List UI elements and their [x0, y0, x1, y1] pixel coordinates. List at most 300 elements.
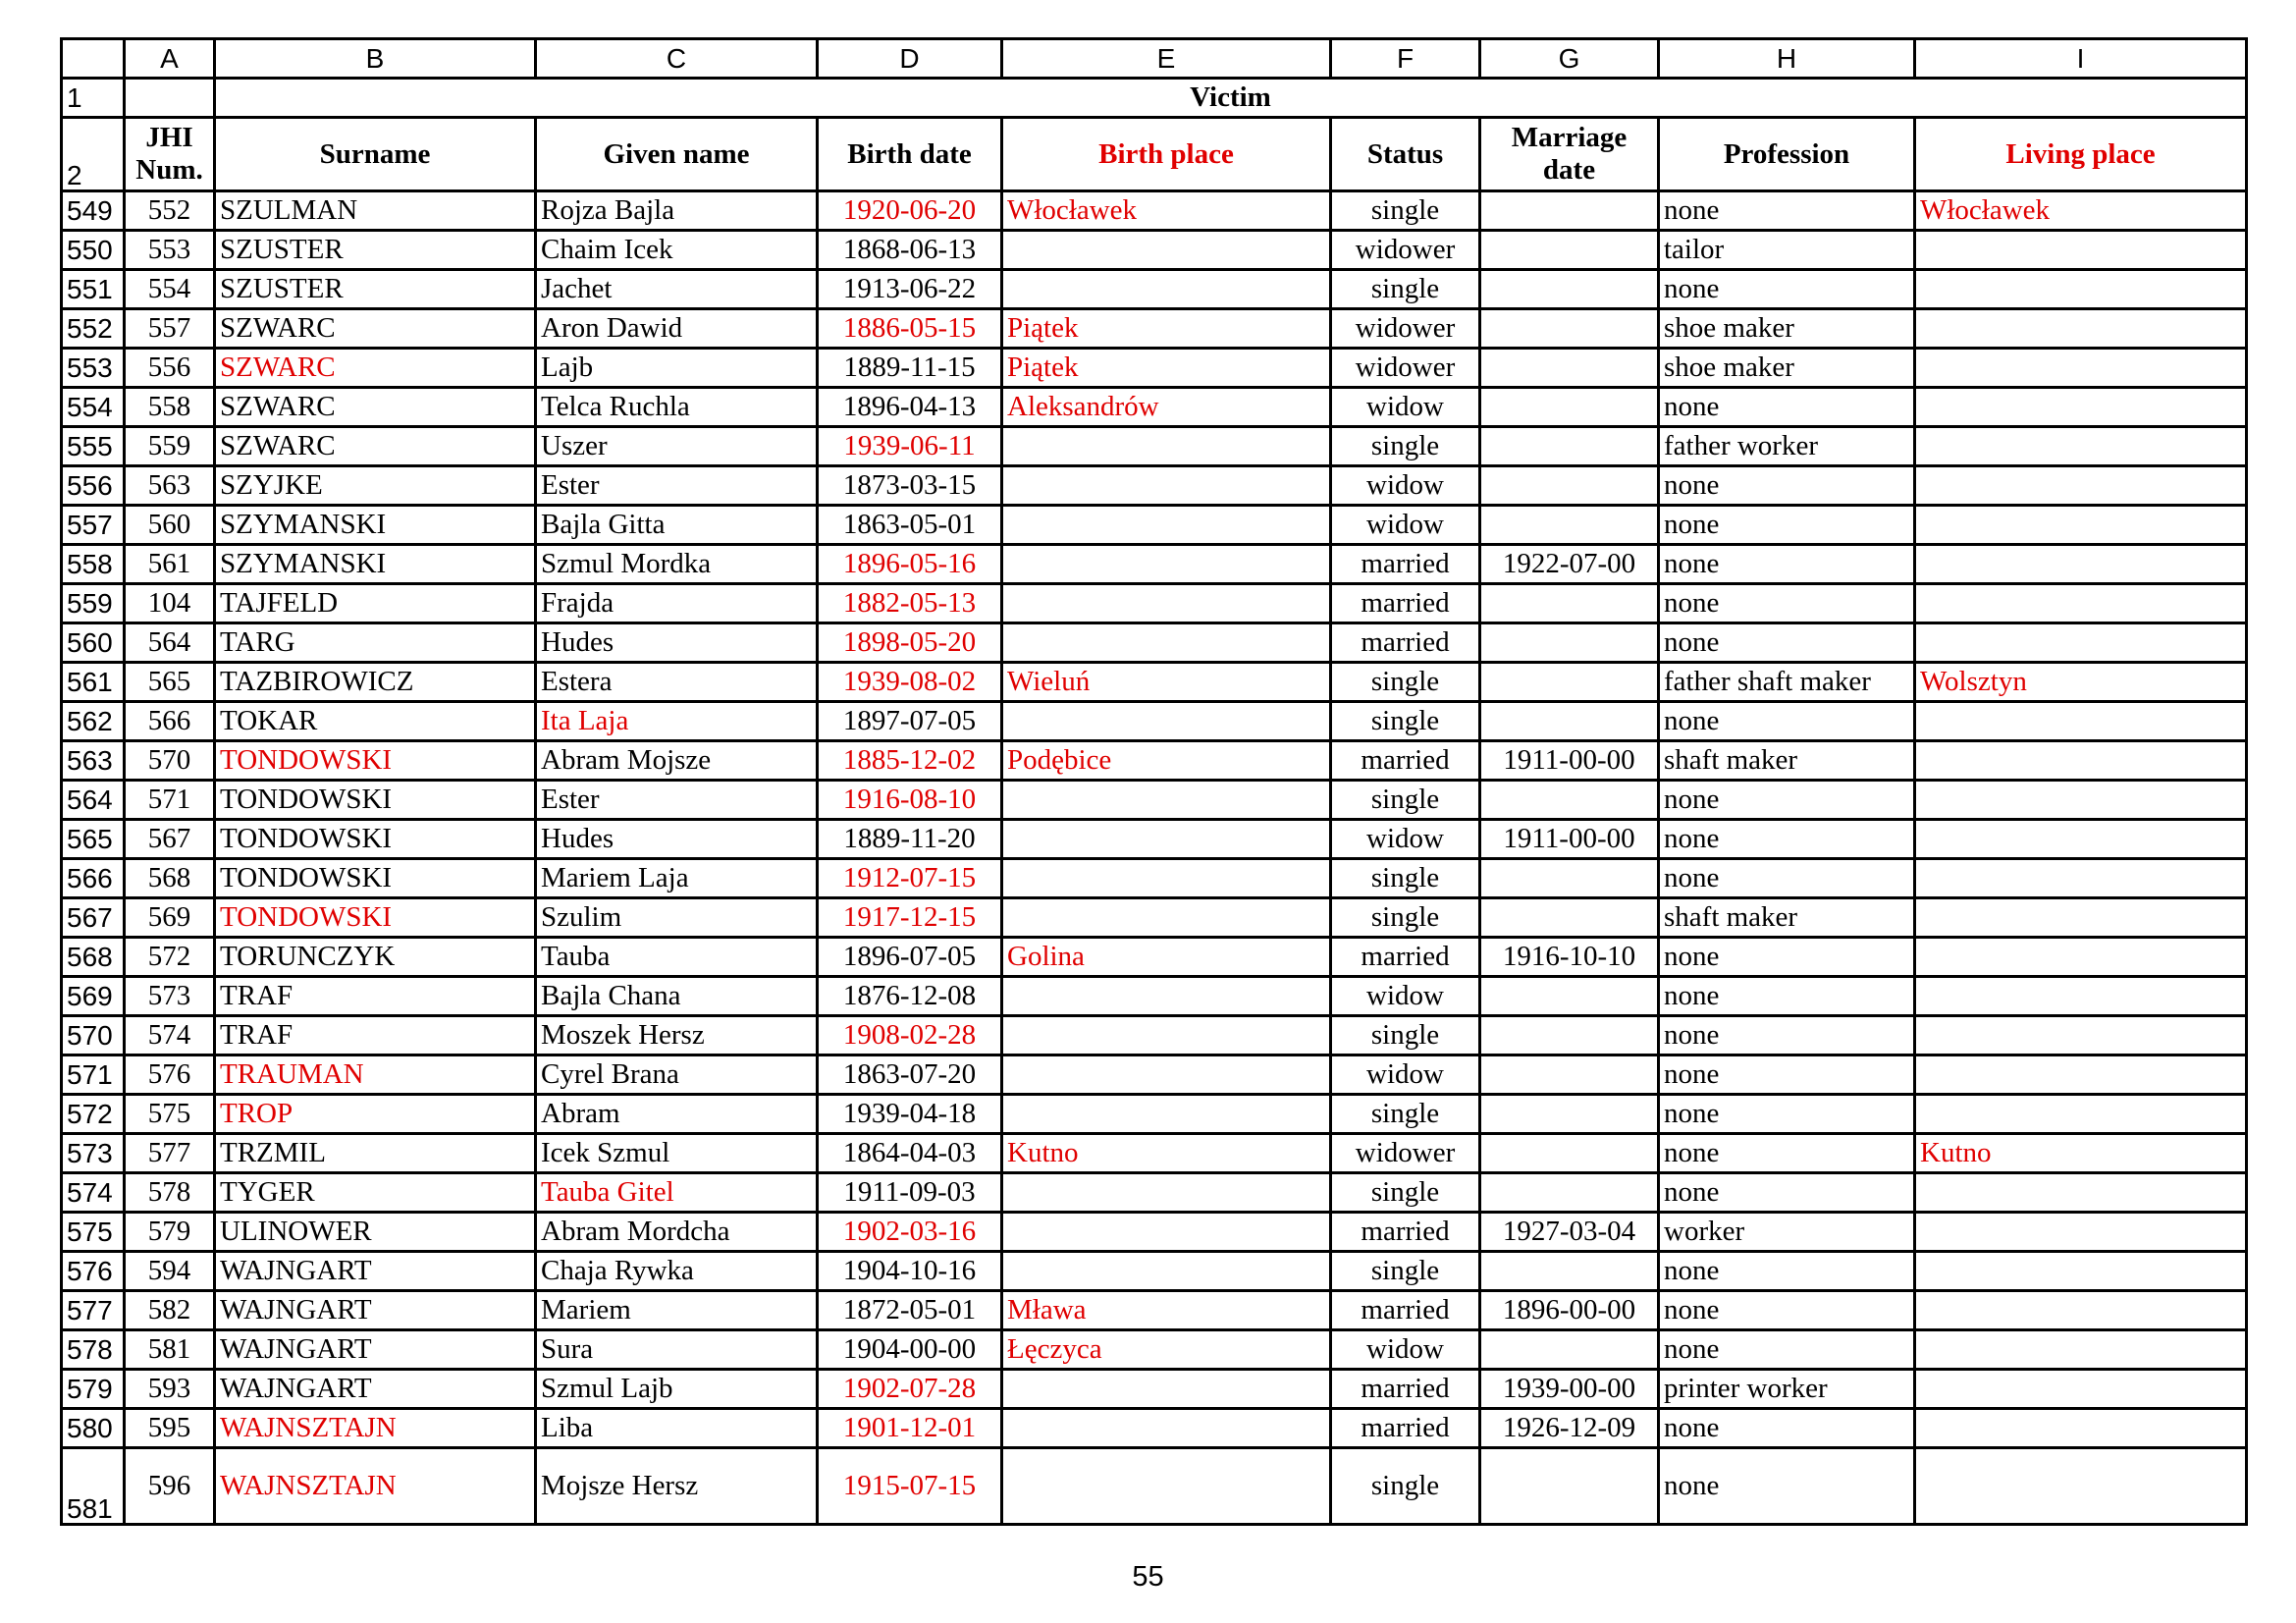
living-place-cell[interactable] — [1915, 1448, 2247, 1525]
birth-place-cell[interactable] — [1002, 1173, 1331, 1213]
surname-cell[interactable]: ULINOWER — [215, 1213, 536, 1252]
birth-place-cell[interactable] — [1002, 820, 1331, 859]
surname-cell[interactable]: TAJFELD — [215, 584, 536, 623]
row-number[interactable]: 554 — [62, 388, 125, 427]
jhi-num-cell[interactable]: 578 — [125, 1173, 215, 1213]
birth-date-cell[interactable]: 1873-03-15 — [818, 466, 1002, 506]
jhi-num-cell[interactable]: 581 — [125, 1330, 215, 1370]
profession-cell[interactable]: none — [1659, 1016, 1915, 1055]
living-place-cell[interactable] — [1915, 1330, 2247, 1370]
marriage-date-cell[interactable] — [1480, 977, 1659, 1016]
status-cell[interactable]: widow — [1331, 820, 1480, 859]
jhi-num-cell[interactable]: 564 — [125, 623, 215, 663]
surname-cell[interactable]: TYGER — [215, 1173, 536, 1213]
surname-cell[interactable]: WAJNGART — [215, 1291, 536, 1330]
birth-place-cell[interactable] — [1002, 1055, 1331, 1095]
surname-cell[interactable]: SZYJKE — [215, 466, 536, 506]
birth-place-cell[interactable] — [1002, 1213, 1331, 1252]
surname-cell[interactable]: TORUNCZYK — [215, 938, 536, 977]
living-place-cell[interactable] — [1915, 1055, 2247, 1095]
living-place-cell[interactable] — [1915, 506, 2247, 545]
row-number[interactable]: 575 — [62, 1213, 125, 1252]
row-number[interactable]: 1 — [62, 79, 125, 118]
status-cell[interactable]: single — [1331, 702, 1480, 741]
birth-date-cell[interactable]: 1882-05-13 — [818, 584, 1002, 623]
status-cell[interactable]: single — [1331, 1252, 1480, 1291]
living-place-cell[interactable]: Włocławek — [1915, 191, 2247, 231]
surname-cell[interactable]: WAJNGART — [215, 1330, 536, 1370]
jhi-num-cell[interactable]: 565 — [125, 663, 215, 702]
column-letter[interactable]: E — [1002, 39, 1331, 79]
column-letter[interactable] — [62, 39, 125, 79]
living-place-cell[interactable] — [1915, 466, 2247, 506]
marriage-date-cell[interactable] — [1480, 191, 1659, 231]
jhi-num-cell[interactable]: 594 — [125, 1252, 215, 1291]
profession-cell[interactable]: none — [1659, 1330, 1915, 1370]
profession-cell[interactable]: none — [1659, 270, 1915, 309]
birth-place-cell[interactable] — [1002, 898, 1331, 938]
empty-cell[interactable] — [125, 79, 215, 118]
given-name-cell[interactable]: Mariem Laja — [536, 859, 818, 898]
birth-date-cell[interactable]: 1885-12-02 — [818, 741, 1002, 781]
birth-place-cell[interactable] — [1002, 1409, 1331, 1448]
column-letter[interactable]: G — [1480, 39, 1659, 79]
profession-cell[interactable]: none — [1659, 1055, 1915, 1095]
status-cell[interactable]: single — [1331, 427, 1480, 466]
given-name-cell[interactable]: Telca Ruchla — [536, 388, 818, 427]
column-letter[interactable]: B — [215, 39, 536, 79]
surname-cell[interactable]: TOKAR — [215, 702, 536, 741]
marriage-date-cell[interactable] — [1480, 1055, 1659, 1095]
birth-date-cell[interactable]: 1863-07-20 — [818, 1055, 1002, 1095]
birth-date-cell[interactable]: 1912-07-15 — [818, 859, 1002, 898]
status-cell[interactable]: widow — [1331, 1055, 1480, 1095]
surname-cell[interactable]: SZWARC — [215, 427, 536, 466]
living-place-cell[interactable] — [1915, 741, 2247, 781]
given-name-cell[interactable]: Ita Laja — [536, 702, 818, 741]
profession-cell[interactable]: none — [1659, 1095, 1915, 1134]
status-cell[interactable]: widower — [1331, 231, 1480, 270]
birth-place-cell[interactable] — [1002, 1370, 1331, 1409]
birth-place-cell[interactable] — [1002, 466, 1331, 506]
row-number[interactable]: 560 — [62, 623, 125, 663]
status-cell[interactable]: single — [1331, 898, 1480, 938]
status-cell[interactable]: married — [1331, 623, 1480, 663]
jhi-num-cell[interactable]: 557 — [125, 309, 215, 349]
profession-cell[interactable]: none — [1659, 859, 1915, 898]
marriage-date-cell[interactable] — [1480, 1330, 1659, 1370]
profession-cell[interactable]: none — [1659, 1291, 1915, 1330]
status-cell[interactable]: married — [1331, 1409, 1480, 1448]
surname-cell[interactable]: SZWARC — [215, 309, 536, 349]
jhi-num-cell[interactable]: 559 — [125, 427, 215, 466]
birth-date-cell[interactable]: 1886-05-15 — [818, 309, 1002, 349]
jhi-num-cell[interactable]: 560 — [125, 506, 215, 545]
profession-cell[interactable]: shaft maker — [1659, 898, 1915, 938]
given-name-cell[interactable]: Abram Mordcha — [536, 1213, 818, 1252]
marriage-date-cell[interactable] — [1480, 506, 1659, 545]
row-number[interactable]: 577 — [62, 1291, 125, 1330]
marriage-date-cell[interactable] — [1480, 231, 1659, 270]
marriage-date-cell[interactable]: 1896-00-00 — [1480, 1291, 1659, 1330]
status-cell[interactable]: single — [1331, 781, 1480, 820]
marriage-date-cell[interactable] — [1480, 309, 1659, 349]
column-letter[interactable]: I — [1915, 39, 2247, 79]
given-name-cell[interactable]: Abram Mojsze — [536, 741, 818, 781]
given-name-cell[interactable]: Mariem — [536, 1291, 818, 1330]
birth-place-cell[interactable] — [1002, 427, 1331, 466]
living-place-cell[interactable] — [1915, 898, 2247, 938]
living-place-cell[interactable] — [1915, 1370, 2247, 1409]
birth-date-cell[interactable]: 1939-04-18 — [818, 1095, 1002, 1134]
profession-cell[interactable]: none — [1659, 1134, 1915, 1173]
living-place-cell[interactable]: Wolsztyn — [1915, 663, 2247, 702]
marriage-date-cell[interactable] — [1480, 1095, 1659, 1134]
row-number[interactable]: 573 — [62, 1134, 125, 1173]
marriage-date-cell[interactable] — [1480, 663, 1659, 702]
birth-place-cell[interactable]: Aleksandrów — [1002, 388, 1331, 427]
status-cell[interactable]: married — [1331, 1213, 1480, 1252]
surname-cell[interactable]: WAJNSZTAJN — [215, 1448, 536, 1525]
birth-date-cell[interactable]: 1896-04-13 — [818, 388, 1002, 427]
status-cell[interactable]: single — [1331, 1016, 1480, 1055]
surname-cell[interactable]: SZWARC — [215, 349, 536, 388]
row-number[interactable]: 579 — [62, 1370, 125, 1409]
marriage-date-cell[interactable] — [1480, 859, 1659, 898]
birth-date-cell[interactable]: 1939-06-11 — [818, 427, 1002, 466]
jhi-num-cell[interactable]: 556 — [125, 349, 215, 388]
profession-cell[interactable]: printer worker — [1659, 1370, 1915, 1409]
surname-cell[interactable]: SZWARC — [215, 388, 536, 427]
living-place-cell[interactable] — [1915, 1213, 2247, 1252]
birth-date-cell[interactable]: 1897-07-05 — [818, 702, 1002, 741]
marriage-date-cell[interactable]: 1916-10-10 — [1480, 938, 1659, 977]
profession-cell[interactable]: worker — [1659, 1213, 1915, 1252]
living-place-cell[interactable] — [1915, 270, 2247, 309]
birth-date-cell[interactable]: 1898-05-20 — [818, 623, 1002, 663]
column-letter[interactable]: D — [818, 39, 1002, 79]
row-number[interactable]: 567 — [62, 898, 125, 938]
living-place-cell[interactable] — [1915, 1291, 2247, 1330]
column-letter[interactable]: A — [125, 39, 215, 79]
given-name-cell[interactable]: Ester — [536, 466, 818, 506]
jhi-num-cell[interactable]: 554 — [125, 270, 215, 309]
birth-place-cell[interactable] — [1002, 270, 1331, 309]
birth-place-cell[interactable] — [1002, 231, 1331, 270]
status-cell[interactable]: widow — [1331, 388, 1480, 427]
profession-cell[interactable]: none — [1659, 1448, 1915, 1525]
profession-cell[interactable]: shoe maker — [1659, 309, 1915, 349]
living-place-cell[interactable] — [1915, 309, 2247, 349]
surname-cell[interactable]: SZUSTER — [215, 270, 536, 309]
jhi-num-cell[interactable]: 567 — [125, 820, 215, 859]
surname-cell[interactable]: TARG — [215, 623, 536, 663]
status-cell[interactable]: widower — [1331, 349, 1480, 388]
status-cell[interactable]: single — [1331, 270, 1480, 309]
jhi-num-cell[interactable]: 569 — [125, 898, 215, 938]
birth-date-cell[interactable]: 1902-07-28 — [818, 1370, 1002, 1409]
marriage-date-cell[interactable] — [1480, 388, 1659, 427]
profession-cell[interactable]: none — [1659, 781, 1915, 820]
given-name-cell[interactable]: Szmul Lajb — [536, 1370, 818, 1409]
birth-place-cell[interactable] — [1002, 545, 1331, 584]
given-name-cell[interactable]: Uszer — [536, 427, 818, 466]
marriage-date-cell[interactable] — [1480, 1252, 1659, 1291]
birth-date-cell[interactable]: 1889-11-20 — [818, 820, 1002, 859]
row-number[interactable]: 551 — [62, 270, 125, 309]
status-cell[interactable]: married — [1331, 938, 1480, 977]
jhi-num-cell[interactable]: 572 — [125, 938, 215, 977]
row-number[interactable]: 563 — [62, 741, 125, 781]
profession-cell[interactable]: none — [1659, 1173, 1915, 1213]
given-name-cell[interactable]: Bajla Chana — [536, 977, 818, 1016]
status-cell[interactable]: single — [1331, 859, 1480, 898]
row-number[interactable]: 2 — [62, 118, 125, 191]
surname-cell[interactable]: TRAF — [215, 1016, 536, 1055]
marriage-date-cell[interactable] — [1480, 1016, 1659, 1055]
row-number[interactable]: 574 — [62, 1173, 125, 1213]
column-letter[interactable]: F — [1331, 39, 1480, 79]
jhi-num-cell[interactable]: 563 — [125, 466, 215, 506]
profession-cell[interactable]: none — [1659, 388, 1915, 427]
profession-cell[interactable]: father shaft maker — [1659, 663, 1915, 702]
row-number[interactable]: 557 — [62, 506, 125, 545]
surname-cell[interactable]: WAJNSZTAJN — [215, 1409, 536, 1448]
birth-place-cell[interactable] — [1002, 1095, 1331, 1134]
given-name-cell[interactable]: Chaim Icek — [536, 231, 818, 270]
surname-cell[interactable]: WAJNGART — [215, 1370, 536, 1409]
jhi-num-cell[interactable]: 575 — [125, 1095, 215, 1134]
birth-place-cell[interactable]: Wieluń — [1002, 663, 1331, 702]
marriage-date-cell[interactable]: 1926-12-09 — [1480, 1409, 1659, 1448]
marriage-date-cell[interactable] — [1480, 466, 1659, 506]
birth-place-cell[interactable]: Łęczyca — [1002, 1330, 1331, 1370]
jhi-num-cell[interactable]: 593 — [125, 1370, 215, 1409]
given-name-cell[interactable]: Bajla Gitta — [536, 506, 818, 545]
given-name-cell[interactable]: Icek Szmul — [536, 1134, 818, 1173]
column-letter[interactable]: H — [1659, 39, 1915, 79]
column-letter[interactable]: C — [536, 39, 818, 79]
birth-place-cell[interactable]: Mława — [1002, 1291, 1331, 1330]
status-cell[interactable]: married — [1331, 1370, 1480, 1409]
living-place-cell[interactable] — [1915, 231, 2247, 270]
profession-cell[interactable]: father worker — [1659, 427, 1915, 466]
jhi-num-cell[interactable]: 570 — [125, 741, 215, 781]
jhi-num-cell[interactable]: 595 — [125, 1409, 215, 1448]
birth-place-cell[interactable] — [1002, 1016, 1331, 1055]
status-cell[interactable]: widow — [1331, 1330, 1480, 1370]
birth-place-cell[interactable] — [1002, 1448, 1331, 1525]
profession-cell[interactable]: shoe maker — [1659, 349, 1915, 388]
marriage-date-cell[interactable] — [1480, 702, 1659, 741]
given-name-cell[interactable]: Tauba Gitel — [536, 1173, 818, 1213]
row-number[interactable]: 571 — [62, 1055, 125, 1095]
given-name-cell[interactable]: Moszek Hersz — [536, 1016, 818, 1055]
profession-cell[interactable]: none — [1659, 466, 1915, 506]
marriage-date-cell[interactable] — [1480, 270, 1659, 309]
marriage-date-cell[interactable]: 1911-00-00 — [1480, 820, 1659, 859]
marriage-date-cell[interactable] — [1480, 584, 1659, 623]
jhi-num-cell[interactable]: 104 — [125, 584, 215, 623]
marriage-date-cell[interactable] — [1480, 1173, 1659, 1213]
given-name-cell[interactable]: Szulim — [536, 898, 818, 938]
birth-place-cell[interactable]: Podębice — [1002, 741, 1331, 781]
jhi-num-cell[interactable]: 576 — [125, 1055, 215, 1095]
birth-date-cell[interactable]: 1896-05-16 — [818, 545, 1002, 584]
row-number[interactable]: 559 — [62, 584, 125, 623]
profession-cell[interactable]: none — [1659, 623, 1915, 663]
birth-place-cell[interactable] — [1002, 584, 1331, 623]
given-name-cell[interactable]: Szmul Mordka — [536, 545, 818, 584]
birth-place-cell[interactable]: Piątek — [1002, 309, 1331, 349]
row-number[interactable]: 565 — [62, 820, 125, 859]
living-place-cell[interactable] — [1915, 820, 2247, 859]
profession-cell[interactable]: none — [1659, 191, 1915, 231]
surname-cell[interactable]: SZYMANSKI — [215, 545, 536, 584]
profession-cell[interactable]: none — [1659, 506, 1915, 545]
living-place-cell[interactable] — [1915, 702, 2247, 741]
row-number[interactable]: 561 — [62, 663, 125, 702]
jhi-num-cell[interactable]: 571 — [125, 781, 215, 820]
marriage-date-cell[interactable]: 1939-00-00 — [1480, 1370, 1659, 1409]
birth-date-cell[interactable]: 1915-07-15 — [818, 1448, 1002, 1525]
row-number[interactable]: 569 — [62, 977, 125, 1016]
status-cell[interactable]: single — [1331, 663, 1480, 702]
birth-date-cell[interactable]: 1901-12-01 — [818, 1409, 1002, 1448]
profession-cell[interactable]: none — [1659, 820, 1915, 859]
living-place-cell[interactable] — [1915, 1095, 2247, 1134]
row-number[interactable]: 556 — [62, 466, 125, 506]
marriage-date-cell[interactable] — [1480, 781, 1659, 820]
status-cell[interactable]: married — [1331, 741, 1480, 781]
birth-place-cell[interactable]: Kutno — [1002, 1134, 1331, 1173]
profession-cell[interactable]: none — [1659, 1252, 1915, 1291]
given-name-cell[interactable]: Mojsze Hersz — [536, 1448, 818, 1525]
birth-place-cell[interactable]: Golina — [1002, 938, 1331, 977]
row-number[interactable]: 564 — [62, 781, 125, 820]
profession-cell[interactable]: none — [1659, 584, 1915, 623]
row-number[interactable]: 552 — [62, 309, 125, 349]
given-name-cell[interactable]: Hudes — [536, 623, 818, 663]
row-number[interactable]: 549 — [62, 191, 125, 231]
status-cell[interactable]: single — [1331, 1173, 1480, 1213]
birth-place-cell[interactable] — [1002, 506, 1331, 545]
row-number[interactable]: 555 — [62, 427, 125, 466]
living-place-cell[interactable] — [1915, 938, 2247, 977]
row-number[interactable]: 550 — [62, 231, 125, 270]
status-cell[interactable]: married — [1331, 545, 1480, 584]
living-place-cell[interactable] — [1915, 859, 2247, 898]
birth-date-cell[interactable]: 1939-08-02 — [818, 663, 1002, 702]
status-cell[interactable]: single — [1331, 191, 1480, 231]
birth-date-cell[interactable]: 1876-12-08 — [818, 977, 1002, 1016]
surname-cell[interactable]: SZYMANSKI — [215, 506, 536, 545]
surname-cell[interactable]: TRAF — [215, 977, 536, 1016]
jhi-num-cell[interactable]: 568 — [125, 859, 215, 898]
birth-date-cell[interactable]: 1920-06-20 — [818, 191, 1002, 231]
given-name-cell[interactable]: Lajb — [536, 349, 818, 388]
given-name-cell[interactable]: Abram — [536, 1095, 818, 1134]
status-cell[interactable]: single — [1331, 1095, 1480, 1134]
marriage-date-cell[interactable] — [1480, 427, 1659, 466]
surname-cell[interactable]: TONDOWSKI — [215, 859, 536, 898]
birth-date-cell[interactable]: 1917-12-15 — [818, 898, 1002, 938]
surname-cell[interactable]: TRAUMAN — [215, 1055, 536, 1095]
jhi-num-cell[interactable]: 579 — [125, 1213, 215, 1252]
surname-cell[interactable]: TRZMIL — [215, 1134, 536, 1173]
birth-date-cell[interactable]: 1872-05-01 — [818, 1291, 1002, 1330]
living-place-cell[interactable] — [1915, 781, 2247, 820]
birth-date-cell[interactable]: 1889-11-15 — [818, 349, 1002, 388]
profession-cell[interactable]: none — [1659, 977, 1915, 1016]
profession-cell[interactable]: none — [1659, 938, 1915, 977]
birth-date-cell[interactable]: 1863-05-01 — [818, 506, 1002, 545]
birth-place-cell[interactable] — [1002, 1252, 1331, 1291]
given-name-cell[interactable]: Liba — [536, 1409, 818, 1448]
jhi-num-cell[interactable]: 596 — [125, 1448, 215, 1525]
birth-date-cell[interactable]: 1913-06-22 — [818, 270, 1002, 309]
marriage-date-cell[interactable] — [1480, 898, 1659, 938]
birth-date-cell[interactable]: 1908-02-28 — [818, 1016, 1002, 1055]
birth-place-cell[interactable] — [1002, 781, 1331, 820]
given-name-cell[interactable]: Frajda — [536, 584, 818, 623]
jhi-num-cell[interactable]: 574 — [125, 1016, 215, 1055]
given-name-cell[interactable]: Estera — [536, 663, 818, 702]
given-name-cell[interactable]: Jachet — [536, 270, 818, 309]
birth-place-cell[interactable] — [1002, 859, 1331, 898]
given-name-cell[interactable]: Ester — [536, 781, 818, 820]
marriage-date-cell[interactable]: 1911-00-00 — [1480, 741, 1659, 781]
birth-date-cell[interactable]: 1864-04-03 — [818, 1134, 1002, 1173]
marriage-date-cell[interactable] — [1480, 1134, 1659, 1173]
birth-place-cell[interactable]: Piątek — [1002, 349, 1331, 388]
jhi-num-cell[interactable]: 573 — [125, 977, 215, 1016]
profession-cell[interactable]: none — [1659, 545, 1915, 584]
status-cell[interactable]: widow — [1331, 466, 1480, 506]
row-number[interactable]: 570 — [62, 1016, 125, 1055]
birth-place-cell[interactable] — [1002, 623, 1331, 663]
row-number[interactable]: 566 — [62, 859, 125, 898]
birth-date-cell[interactable]: 1868-06-13 — [818, 231, 1002, 270]
birth-date-cell[interactable]: 1904-10-16 — [818, 1252, 1002, 1291]
living-place-cell[interactable] — [1915, 977, 2247, 1016]
given-name-cell[interactable]: Sura — [536, 1330, 818, 1370]
status-cell[interactable]: married — [1331, 1291, 1480, 1330]
surname-cell[interactable]: TONDOWSKI — [215, 781, 536, 820]
living-place-cell[interactable] — [1915, 1016, 2247, 1055]
status-cell[interactable]: widower — [1331, 309, 1480, 349]
row-number[interactable]: 572 — [62, 1095, 125, 1134]
surname-cell[interactable]: TAZBIROWICZ — [215, 663, 536, 702]
jhi-num-cell[interactable]: 558 — [125, 388, 215, 427]
surname-cell[interactable]: SZULMAN — [215, 191, 536, 231]
jhi-num-cell[interactable]: 561 — [125, 545, 215, 584]
profession-cell[interactable]: tailor — [1659, 231, 1915, 270]
living-place-cell[interactable]: Kutno — [1915, 1134, 2247, 1173]
given-name-cell[interactable]: Aron Dawid — [536, 309, 818, 349]
surname-cell[interactable]: SZUSTER — [215, 231, 536, 270]
profession-cell[interactable]: none — [1659, 702, 1915, 741]
surname-cell[interactable]: TONDOWSKI — [215, 898, 536, 938]
status-cell[interactable]: widow — [1331, 977, 1480, 1016]
jhi-num-cell[interactable]: 577 — [125, 1134, 215, 1173]
living-place-cell[interactable] — [1915, 388, 2247, 427]
jhi-num-cell[interactable]: 582 — [125, 1291, 215, 1330]
row-number[interactable]: 576 — [62, 1252, 125, 1291]
birth-place-cell[interactable]: Włocławek — [1002, 191, 1331, 231]
birth-date-cell[interactable]: 1916-08-10 — [818, 781, 1002, 820]
marriage-date-cell[interactable] — [1480, 623, 1659, 663]
